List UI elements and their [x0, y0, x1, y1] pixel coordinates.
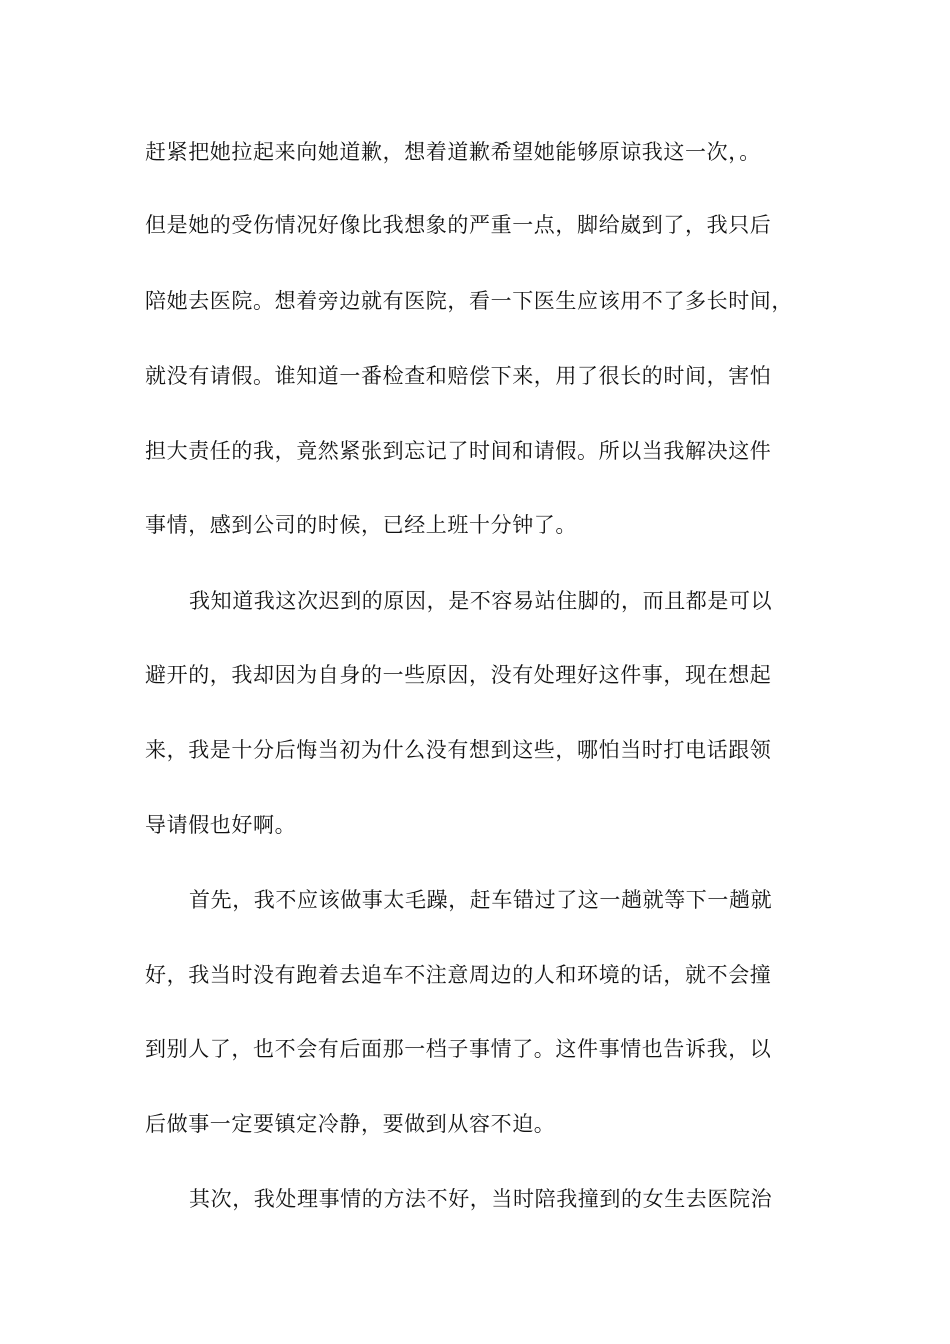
text-line: 陪她去医院。想着旁边就有医院，看一下医生应该用不了多长时间，	[145, 289, 793, 313]
text-line: 避开的，我却因为自身的一些原因，没有处理好这件事，现在想起	[145, 663, 772, 687]
paragraph-first-line: 首先，我不应该做事太毛躁，赶车错过了这一趟就等下一趟就	[189, 888, 773, 912]
text-line: 赶紧把她拉起来向她道歉，想着道歉希望她能够原谅我这一次，。	[145, 140, 761, 164]
text-line: 但是她的受伤情况好像比我想象的严重一点，脚给崴到了，我只后	[145, 213, 772, 237]
text-line: 来，我是十分后悔当初为什么没有想到这些，哪怕当时打电话跟领	[145, 738, 772, 762]
text-line: 好，我当时没有跑着去追车不注意周边的人和环境的话，就不会撞	[145, 963, 772, 987]
text-line: 后做事一定要镇定冷静，要做到从容不迫。	[145, 1112, 556, 1136]
paragraph-first-line: 其次，我处理事情的方法不好，当时陪我撞到的女生去医院治	[189, 1187, 773, 1211]
paragraph-first-line: 我知道我这次迟到的原因，是不容易站住脚的，而且都是可以	[189, 589, 773, 613]
text-line: 就没有请假。谁知道一番检查和赔偿下来，用了很长的时间，害怕	[145, 364, 772, 388]
text-line: 到别人了，也不会有后面那一档子事情了。这件事情也告诉我，以	[145, 1037, 772, 1061]
text-line: 导请假也好啊。	[145, 813, 297, 837]
text-line: 事情，感到公司的时候，已经上班十分钟了。	[145, 513, 577, 537]
text-line: 担大责任的我，竟然紧张到忘记了时间和请假。所以当我解决这件	[145, 439, 772, 463]
